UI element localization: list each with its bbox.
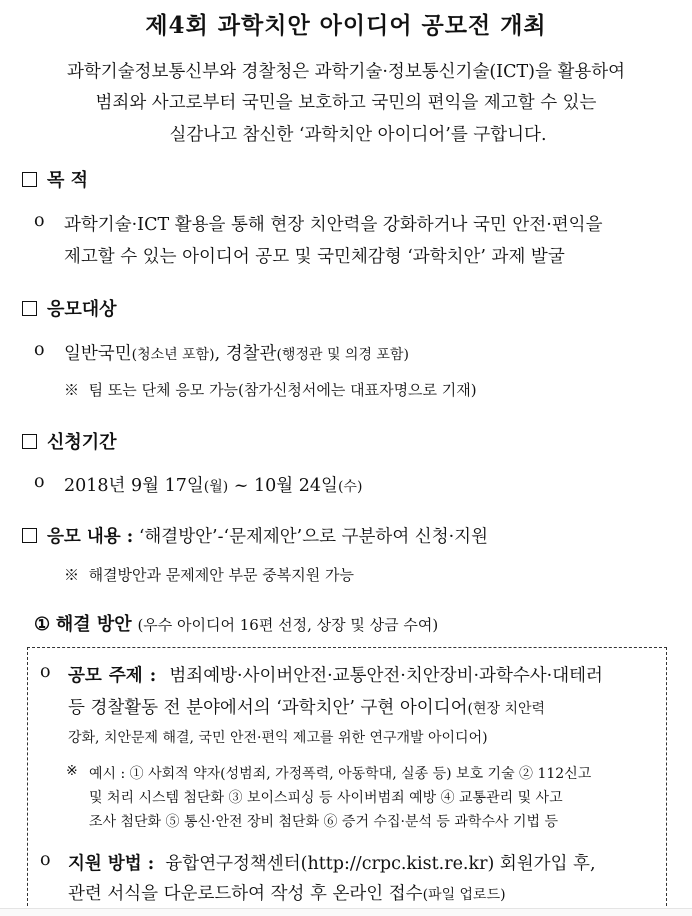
target-note: ※ 팀 또는 단체 응모 가능(참가신청서에는 대표자명으로 기재) — [64, 381, 477, 399]
method-line-2: 관련 서식을 다운로드하여 작성 후 온라인 접수(파일 업로드) — [68, 884, 506, 904]
intro-line-3: 실감나고 참신한 ‘과학치안 아이디어’를 구합니다. — [169, 125, 547, 145]
intro-line-1: 과학기술정보통신부와 경찰청은 과학기술·정보통신기술(ICT)을 활용하여 — [66, 62, 626, 82]
examples-line-1: 예시 : ① 사회적 약자(성범죄, 가정폭력, 아동학대, 실종 등) 보호 기술 ② 112신고 — [89, 766, 592, 782]
purpose-bullet: o — [34, 211, 45, 231]
period-dates: 2018년 9월 17일(월) ~ 10월 24일(수) — [64, 476, 363, 496]
topic-bullet: o — [40, 662, 51, 682]
purpose-line-1: 과학기술·ICT 활용을 통해 현장 치안력을 강화하거나 국민 안전·편익을 — [64, 215, 603, 235]
examples-line-3: 조사 첨단화 ⑤ 통신·안전 장비 첨단화 ⑥ 증거 수집·분석 등 과학수사 기법 등 — [89, 814, 558, 830]
page-title: 제4회 과학치안 아이디어 공모전 개최 — [145, 12, 547, 39]
method-line-1: 지원 방법 : 융합연구정책센터(http://crpc.kist.re.kr) 회원가입 후, — [68, 854, 596, 874]
purpose-line-2: 제고할 수 있는 아이디어 공모 및 국민체감형 ‘과학치안’ 과제 발굴 — [64, 247, 565, 267]
checkbox-square-icon — [22, 172, 37, 187]
examples-line-2: 및 처리 시스템 첨단화 ③ 보이스피싱 등 사이버범죄 예방 ④ 교통관리 및 사고 — [89, 790, 563, 806]
section-content-heading: 응모 내용 : ‘해결방안’-‘문제제안’으로 구분하여 신청·지원 — [22, 523, 488, 548]
target-bullet: o — [34, 340, 45, 360]
method-bullet: o — [40, 850, 51, 870]
topic-line-3: 강화, 치안문제 해결, 국민 안전·편익 제고를 위한 연구개발 아이디어) — [68, 730, 488, 746]
period-bullet: o — [34, 472, 45, 492]
section-purpose-heading: 목 적 — [22, 166, 88, 192]
examples-mark: ※ — [66, 763, 78, 779]
checkbox-square-icon — [22, 434, 37, 449]
section-target-heading: 응모대상 — [22, 295, 117, 321]
checkbox-square-icon — [22, 528, 37, 543]
checkbox-square-icon — [22, 301, 37, 316]
content-note: ※ 해결방안과 문제제안 부문 중복지원 가능 — [64, 566, 354, 584]
solution-heading: ① 해결 방안 (우수 아이디어 16편 선정, 상장 및 상금 수여) — [34, 614, 439, 635]
topic-line-1: 공모 주제 : 범죄예방·사이버안전·교통안전·치안장비·과학수사·대테러 — [68, 666, 603, 686]
section-period-heading: 신청기간 — [22, 428, 117, 454]
target-main: 일반국민(청소년 포함), 경찰관(행정관 및 의경 포함) — [64, 344, 409, 364]
topic-line-2: 등 경찰활동 전 분야에서의 ‘과학치안’ 구현 아이디어(현장 치안력 — [68, 698, 546, 718]
intro-line-2: 범죄와 사고로부터 국민을 보호하고 국민의 편익을 제고할 수 있는 — [95, 93, 597, 113]
